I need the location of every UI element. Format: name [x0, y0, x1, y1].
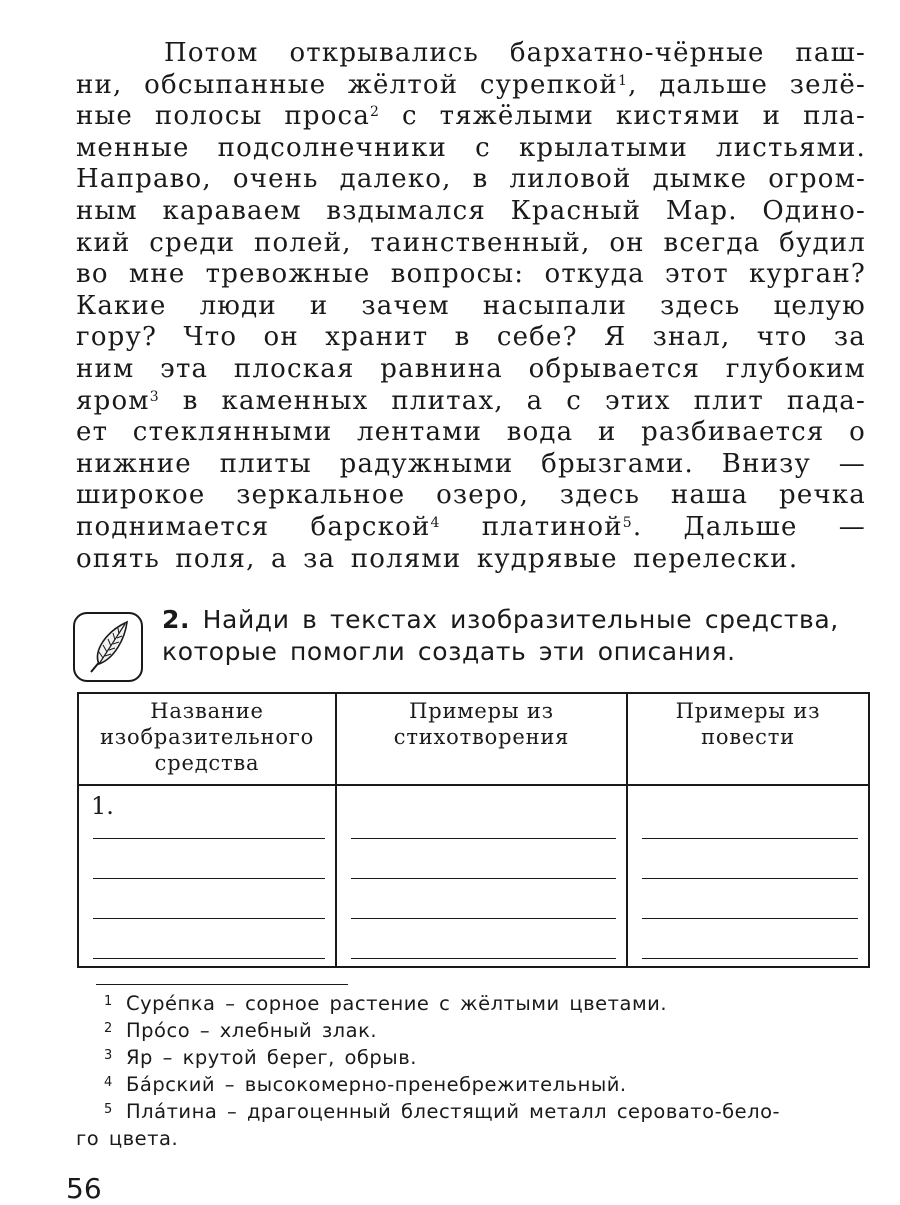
answer-table [77, 692, 870, 968]
passage-line: ные полосы проса$^2$ с тяжёлыми кистями и пла- [76, 101, 866, 132]
write-line[interactable] [642, 878, 858, 879]
passage-line: нижние плиты радужными брызгами. Внизу — [76, 448, 866, 479]
footnote: 3 Яр – крутой берег, обрыв. [104, 1046, 417, 1069]
footnote-continuation: го цвета. [76, 1127, 179, 1150]
write-line[interactable] [351, 838, 616, 839]
footnote: 1 Суре́пка – сорное растение с жёлтыми цветами. [104, 992, 668, 1015]
write-line[interactable] [93, 878, 325, 879]
write-line[interactable] [351, 878, 616, 879]
write-line[interactable] [642, 918, 858, 919]
passage-line: ни, обсыпанные жёлтой сурепкой$^1$, дальше зелё- [76, 69, 866, 100]
column-header: Название изобразительного средства [78, 693, 336, 785]
footnote: 5 Пла́тина – драгоценный блестящий металл серовато-бело- [104, 1100, 781, 1123]
passage-line: Потом открывались бархатно-чёрные паш- [164, 38, 866, 68]
passage-line: менные подсолнечники с крылатыми листьями. [76, 132, 866, 163]
row-number: 1. [91, 792, 114, 820]
write-line[interactable] [642, 958, 858, 959]
reading-passage [76, 38, 866, 575]
footnote-ref[interactable]: 1 [617, 72, 629, 89]
column-header: Примеры из стихотворения [336, 693, 627, 785]
footnote-ref[interactable]: 2 [370, 104, 381, 121]
passage-line: поднимается барской$^4$ платиной$^5$. Дальше — [76, 511, 867, 542]
answer-cell[interactable] [78, 785, 336, 967]
footnote: 2 Про́со – хлебный злак. [104, 1019, 378, 1042]
passage-line: во мне тревожные вопросы: откуда этот курган? [76, 259, 866, 290]
write-line[interactable] [642, 838, 858, 839]
column-header: Примеры из повести [627, 693, 869, 785]
write-line[interactable] [93, 958, 325, 959]
passage-line: ным караваем вздымался Красный Мар. Одино- [76, 195, 866, 226]
write-line[interactable] [351, 918, 616, 919]
answer-cell[interactable] [336, 785, 627, 967]
passage-line: Направо, очень далеко, в лиловой дымке огром- [76, 164, 866, 195]
task-text: Найди в текстах изобразительные средства, которые помогли создать эти описания. [162, 605, 839, 666]
feather-quill-icon [73, 612, 143, 682]
task-number: 2. [162, 605, 191, 634]
passage-line: широкое зеркальное озеро, здесь наша речка [76, 480, 866, 511]
footnote-ref[interactable]: 5 [622, 514, 633, 531]
task-prompt [162, 604, 868, 668]
passage-line: яром$^3$ в каменных плитах, а с этих плит пада- [76, 385, 866, 416]
passage-line: кий среди полей, таинственный, он всегда будил [76, 227, 866, 258]
answer-cell[interactable] [627, 785, 869, 967]
write-line[interactable] [93, 918, 325, 919]
footnote: 4 Ба́рский – высокомерно-пренебрежительный. [104, 1073, 627, 1096]
footnote-ref[interactable]: 3 [149, 388, 160, 405]
passage-line: опять поля, а за полями кудрявые перелески. [76, 543, 799, 574]
passage-line: ним эта плоская равнина обрывается глубоким [76, 353, 866, 384]
passage-line: Какие люди и зачем насыпали здесь целую [76, 290, 866, 321]
footnote-divider [96, 984, 348, 985]
write-line[interactable] [351, 958, 616, 959]
passage-line: ет стеклянными лентами вода и разбивается о [76, 417, 866, 448]
page-number: 56 [66, 1172, 102, 1205]
passage-line: гору? Что он хранит в себе? Я знал, что за [76, 322, 866, 353]
footnotes [76, 990, 866, 1152]
write-line[interactable] [93, 838, 325, 839]
footnote-ref[interactable]: 4 [430, 514, 441, 531]
